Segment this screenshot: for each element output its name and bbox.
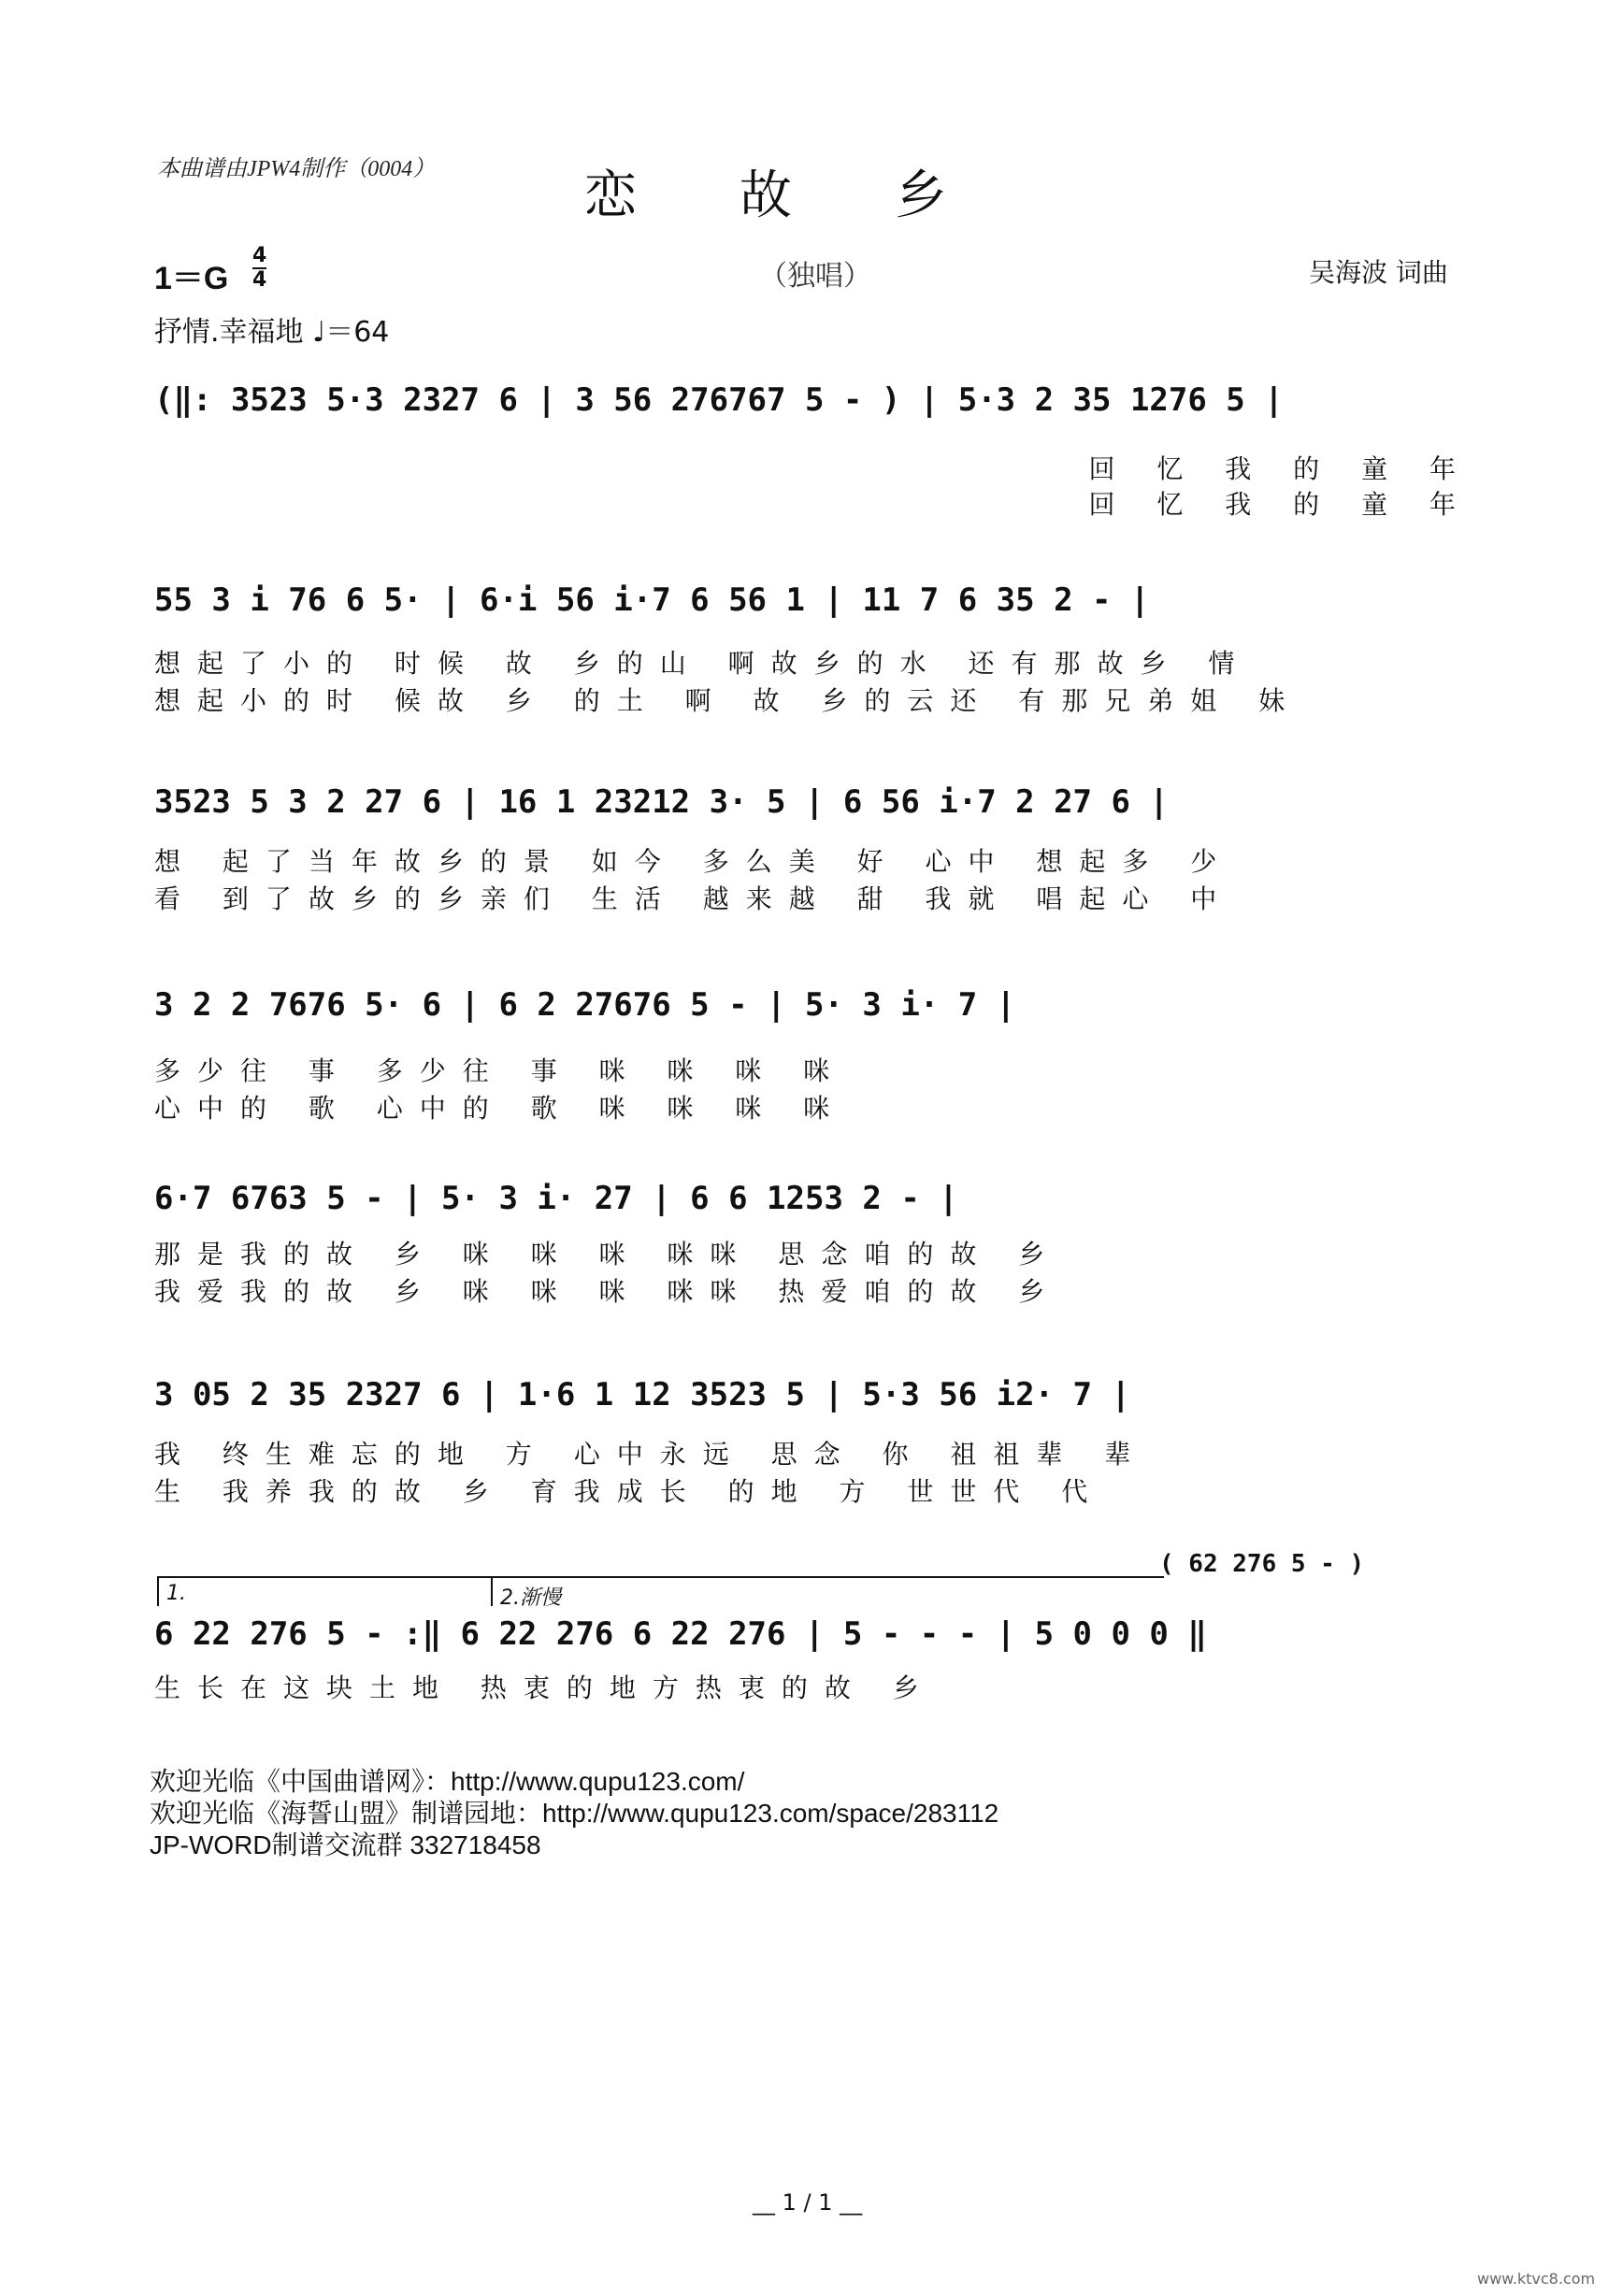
tempo-marking: 抒情.幸福地 ♩＝64 <box>154 316 390 349</box>
system-1-lyrics-verse1: 回 忆 我 的 童 年 <box>1088 453 1472 484</box>
first-ending-bracket <box>157 1576 494 1606</box>
system-2-lyrics-verse2: 想起小的时 候故 乡 的土 啊 故 乡的云还 有那兄弟姐 妹 <box>154 685 1302 716</box>
second-ending-label: 2.渐慢 <box>500 1586 561 1610</box>
system-1-lyrics-verse2: 回 忆 我 的 童 年 <box>1088 489 1472 520</box>
time-signature <box>252 245 266 292</box>
system-2-notes: 55 3 i 76 6 5· | 6·i 56 i·7 6 56 1 | 11 7 6 35 2 - | <box>154 581 1150 619</box>
system-7-notes: 6 22 276 5 - :‖ 6 22 276 6 22 276 | 5 - - - | 5 0 0 0 ‖ <box>154 1615 1207 1653</box>
song-title: 恋故乡 <box>584 165 1050 226</box>
system-4-lyrics-verse2: 心中的 歌 心中的 歌 咪 咪 咪 咪 <box>154 1093 847 1124</box>
system-3-notes: 3523 5 3 2 27 6 | 16 1 23212 3· 5 | 6 56 i·7 2 27 6 | <box>154 783 1169 821</box>
composer-credit: 吴海波 词曲 <box>1309 257 1448 288</box>
page-number: __ 1 / 1 __ <box>753 2189 863 2216</box>
system-4-notes: 3 2 2 7676 5· 6 | 6 2 27676 5 - | 5· 3 i· 7 | <box>154 986 1016 1024</box>
system-4-lyrics-verse1: 多少往 事 多少往 事 咪 咪 咪 咪 <box>154 1055 847 1086</box>
system-5-notes: 6·7 6763 5 - | 5· 3 i· 27 | 6 6 1253 2 - | <box>154 1180 958 1217</box>
system-1-notes: (‖: 3523 5·3 2327 6 | 3 56 276767 5 - ) | 5·3 2 35 1276 5 | <box>154 381 1284 419</box>
system-6-notes: 3 05 2 35 2327 6 | 1·6 1 12 3523 5 | 5·3 56 i2· 7 | <box>154 1376 1130 1413</box>
first-ending-label: 1. <box>166 1582 186 1605</box>
footer-link-space[interactable]: 欢迎光临《海誓山盟》制谱园地：http://www.qupu123.com/space/283112 <box>150 1799 999 1828</box>
performance-style: （独唱） <box>759 260 871 293</box>
system-3-lyrics-verse2: 看 到了故乡的乡亲们 生活 越来越 甜 我就 唱起心 中 <box>154 883 1234 914</box>
system-6-lyrics-verse2: 生 我养我的故 乡 育我成长 的地 方 世世代 代 <box>154 1476 1105 1507</box>
system-5-lyrics-verse1: 那是我的故 乡 咪 咪 咪 咪咪 思念咱的故 乡 <box>154 1239 1062 1270</box>
system-2-lyrics-verse1: 想起了小的 时候 故 乡的山 啊故乡的水 还有那故乡 情 <box>154 648 1252 679</box>
second-ending-bracket <box>491 1576 1164 1610</box>
coda-notes: ( 62 276 5 - ) <box>1159 1550 1365 1578</box>
system-6-lyrics-verse1: 我 终生难忘的地 方 心中永远 思念 你 祖祖辈 辈 <box>154 1439 1148 1470</box>
time-sig-top: 4 <box>252 244 267 267</box>
key-signature: 1＝G <box>154 261 229 296</box>
system-5-lyrics-verse2: 我爱我的故 乡 咪 咪 咪 咪咪 热爱咱的故 乡 <box>154 1276 1062 1307</box>
system-7-lyrics: 生长在这块土地 热衷的地方热衷的故 乡 <box>154 1672 936 1703</box>
footer-link-qupu[interactable]: 欢迎光临《中国曲谱网》：http://www.qupu123.com/ <box>150 1767 745 1796</box>
maker-note: 本曲谱由JPW4制作（0004） <box>157 157 436 181</box>
watermark: www.ktvc8.com <box>1477 2270 1596 2288</box>
system-3-lyrics-verse1: 想 起了当年故乡的景 如今 多么美 好 心中 想起多 少 <box>154 846 1234 877</box>
footer-group-info: JP-WORD制谱交流群 332718458 <box>150 1830 541 1859</box>
time-sig-bottom: 4 <box>252 268 267 292</box>
